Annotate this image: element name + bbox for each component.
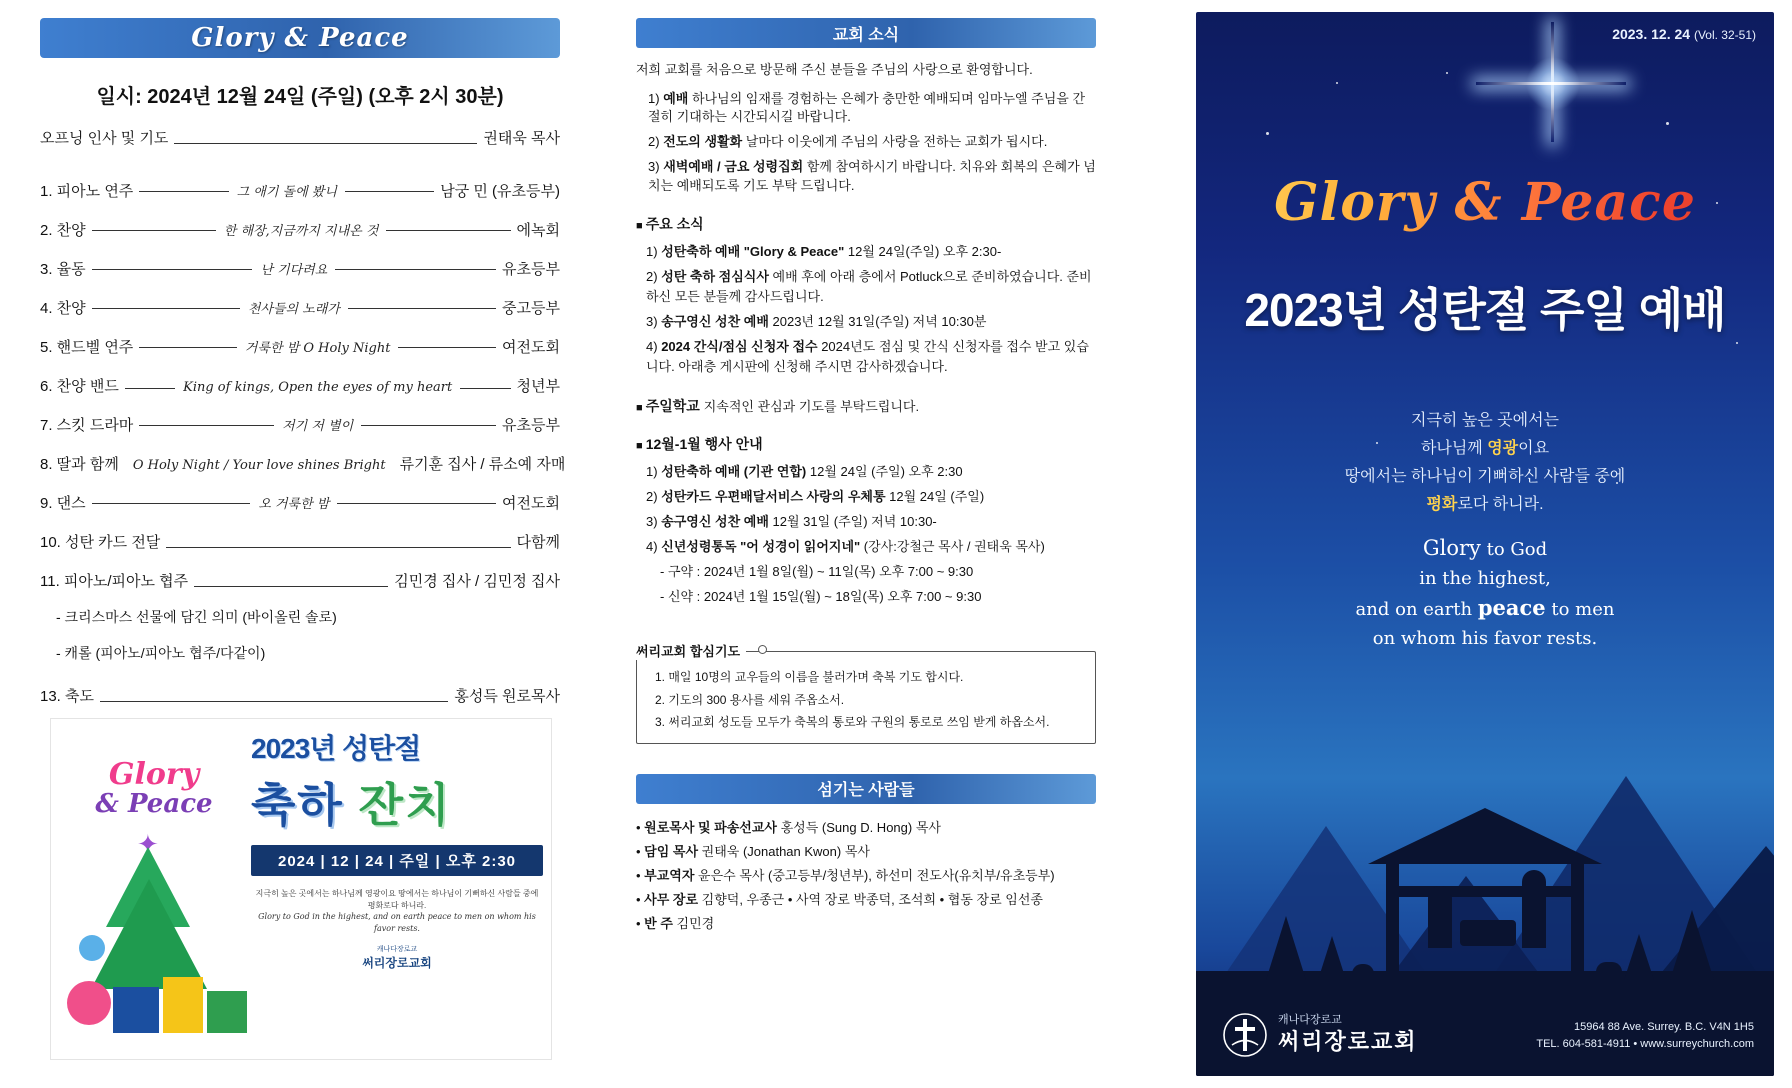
program-row-closing — [40, 685, 560, 706]
poster-date-text: 2023. 12. 24 — [1612, 26, 1691, 42]
bethlehem-star-icon — [1551, 82, 1553, 84]
program-right: 다함께 — [516, 534, 560, 551]
event-subitem: - 신약 : 2024년 1월 15일(월) ~ 18일(목) 오후 7:00 ~ 9:30 — [660, 589, 982, 605]
servant-value: 김민경 — [676, 916, 715, 932]
flyer-big-left: 축하 — [251, 779, 344, 831]
main-news-list — [646, 242, 1096, 378]
item-number: 1) — [648, 90, 660, 106]
welcome-list-item — [648, 133, 1096, 152]
ornament-square — [113, 987, 159, 1033]
servant-row — [636, 864, 1096, 888]
servant-row — [636, 816, 1096, 840]
events-header: ■ 12월-1월 행사 안내 — [636, 434, 1096, 454]
verse-line-3: 땅에서는 하나님이 기뻐하신 사람들 중에 — [1344, 468, 1626, 485]
item-number: 4) — [646, 538, 658, 554]
program-row — [40, 297, 560, 318]
en-line-3b: to men — [1545, 599, 1615, 621]
program-mid: 난 기다려요 — [252, 263, 335, 278]
program-row — [40, 570, 560, 591]
verse-line-2b: 이요 — [1518, 440, 1550, 457]
flyer-text-block — [251, 727, 543, 971]
servant-label: 담임 목사 — [644, 844, 699, 860]
item-bold: 2024 간식/점심 신청자 접수 — [661, 339, 818, 355]
star-dot — [1666, 122, 1669, 125]
program-left: 9. 댄스 — [40, 495, 86, 512]
ornament-rect2 — [207, 991, 247, 1033]
flyer-church-logo — [251, 944, 543, 971]
flyer-church-name: 써리장로교회 — [362, 956, 432, 971]
servant-label: 사무 장로 — [644, 892, 699, 908]
servant-value: 윤은수 목사 (중고등부/청년부), 하선미 전도사(유치부/유초등부) — [698, 868, 1055, 884]
flyer-verse-ko: 지극히 높은 곳에서는 하나님께 영광이요 땅에서는 하나님이 기뻐하신 사람들 중에 평화로다 하니라. — [255, 889, 539, 910]
flyer-glory-line2: & Peace — [95, 788, 213, 819]
item-text: 날마다 이웃에게 주님의 사랑을 전하는 교회가 됩시다. — [745, 134, 1048, 150]
servant-label: 부교역자 — [644, 868, 695, 884]
item-number: 2) — [646, 488, 658, 504]
item-number: 3) — [646, 513, 658, 529]
welcome-list-item — [648, 158, 1096, 196]
church-phone-web: TEL. 604-581-4911 • www.surreychurch.com — [1536, 1038, 1754, 1051]
church-logo — [1222, 1012, 1418, 1058]
program-right: 김민경 집사 / 김민정 집사 — [394, 573, 560, 590]
item-number: 4) — [646, 339, 658, 355]
stable-roof — [1368, 808, 1602, 864]
program-row — [40, 453, 566, 474]
ornament-circle — [67, 981, 111, 1025]
event-item — [646, 462, 1096, 482]
church-name-block — [1278, 1014, 1418, 1055]
prayer-box — [636, 651, 1096, 744]
pine-tree — [1624, 934, 1654, 980]
main-news-item — [646, 337, 1096, 377]
star-icon: ✦ — [137, 829, 159, 859]
event-item — [646, 537, 1096, 557]
item-text: 12월 24일 (주일) — [889, 488, 985, 504]
verse-line-4b: 로다 하니라. — [1457, 496, 1544, 513]
item-bold: 전도의 생활화 — [663, 134, 743, 150]
servants-list — [636, 816, 1096, 936]
ornament-rect — [163, 977, 203, 1033]
stable-post-left — [1386, 860, 1399, 978]
pine-tree — [1318, 936, 1346, 980]
welcome-list — [648, 90, 1096, 196]
program-row — [40, 492, 560, 513]
program-mid: 저기 저 별이 — [274, 419, 361, 434]
program-right: 유초등부 — [502, 261, 560, 278]
program-right: 홍성득 원로목사 — [454, 688, 560, 705]
prayer-item: 3. 써리교회 성도들 모두가 축복의 통로와 구원의 통로로 쓰임 받게 하옵소서. — [655, 714, 1050, 729]
mountain-silhouettes — [1196, 616, 1774, 1076]
servants-banner-label: 섬기는 사람들 — [817, 782, 915, 800]
program-right: 에녹회 — [516, 222, 560, 239]
flyer-artwork — [51, 719, 251, 969]
nativity-stable — [1382, 808, 1588, 976]
item-number: 1) — [646, 243, 658, 259]
program-right: 여전도회 — [502, 339, 560, 356]
item-text: 12월 24일(주일) 오후 2:30- — [847, 243, 1002, 259]
program-mid: O Holy Night / Your love shines Bright — [125, 458, 394, 473]
main-news-item — [646, 312, 1096, 332]
ornament-circle2 — [79, 935, 105, 961]
sunday-school-text: 지속적인 관심과 기도를 부탁드립니다. — [703, 398, 920, 414]
item-text: 예배 후에 아래 층에서 Potluck으로 준비하였습니다. 준비하신 모든 분들께 감사드립니다. — [646, 268, 1092, 304]
program-mid: 한 해장,지금까지 지내온 것 — [216, 224, 387, 239]
en-glory: Glory — [1422, 536, 1481, 560]
program-row — [40, 531, 560, 552]
sheep — [1596, 962, 1622, 980]
item-text: 하나님의 임재를 경험하는 은혜가 충만한 예배되며 임마누엘 주님을 간절히 기대하는 시간되시길 바랍니다. — [648, 90, 1086, 125]
en-peace: peace — [1477, 595, 1546, 621]
item-bold: 새벽예배 / 금요 성령집회 — [663, 159, 804, 175]
flyer-verse — [251, 888, 543, 934]
flyer-big-right: 잔치 — [358, 779, 452, 831]
program-left: 오프닝 인사 및 기도 — [40, 130, 169, 147]
program-right: 남궁 민 (유초등부) — [440, 183, 560, 200]
program-mid: 거룩한 밤 O Holy Night — [237, 341, 399, 356]
program-right: 류기훈 집사 / 류소예 자매 — [399, 456, 566, 473]
servant-value: 김향덕, 우종근 • 사역 장로 박종덕, 조석희 • 협동 장로 임선종 — [701, 892, 1043, 908]
church-address: 15964 88 Ave. Surrey. B.C. V4N 1H5 — [1574, 1020, 1754, 1033]
program-right: 여전도회 — [502, 495, 560, 512]
welcome-text: 저희 교회를 처음으로 방문해 주신 분들을 주님의 사랑으로 환영합니다. — [636, 62, 1033, 77]
flyer-glory-line1: Glory — [108, 757, 200, 792]
church-denomination: 캐나다장로교 — [1278, 1014, 1342, 1027]
manger — [1460, 920, 1516, 946]
program-right: 유초등부 — [502, 417, 560, 434]
program-row — [40, 375, 560, 396]
church-name: 써리장로교회 — [1278, 1029, 1418, 1055]
poster-volume: (Vol. 32-51) — [1693, 28, 1756, 42]
flyer-year-title: 2023년 성탄절 — [251, 733, 421, 764]
poster-glory-title: Glory & Peace — [1196, 172, 1774, 233]
cover-poster — [1196, 12, 1774, 1076]
item-bold: 송구영신 성찬 예배 — [661, 314, 769, 330]
item-text: 12월 24일 (주일) 오후 2:30 — [809, 463, 963, 479]
figure-mary — [1428, 886, 1452, 948]
program-left: 2. 찬양 — [40, 222, 86, 239]
prayer-item: 1. 매일 10명의 교우들의 이름을 불러가며 축복 기도 합시다. — [655, 670, 964, 685]
stable-post-right — [1571, 860, 1584, 978]
item-text: 함께 참여하시기 바랍니다. 치유와 회복의 은혜가 넘치는 예배되도록 기도 부탁 드립니다. — [648, 159, 1096, 193]
star-dot — [1446, 72, 1448, 74]
banner-title: Glory & Peace — [191, 23, 409, 53]
servant-value: 홍성득 (Sung D. Hong) 목사 — [780, 819, 941, 835]
figure-joseph — [1522, 870, 1546, 948]
program-row — [40, 414, 560, 435]
program-left: 4. 찬양 — [40, 300, 86, 317]
main-news-item — [646, 267, 1096, 307]
program-left: 3. 율동 — [40, 261, 86, 278]
verse-line-2a: 하나님께 — [1420, 440, 1488, 457]
item-text: 2023년 12월 31일(주일) 저녁 10:30분 — [772, 314, 987, 330]
event-item — [646, 487, 1096, 507]
servant-label: 반 주 — [644, 916, 673, 932]
item-number: 3) — [646, 314, 658, 330]
program-left: 6. 찬양 밴드 — [40, 378, 119, 395]
christmas-flyer — [50, 718, 552, 1060]
news-banner — [636, 18, 1096, 48]
en-line-1b: to God — [1480, 539, 1548, 560]
verse-highlight-glory: 영광 — [1487, 440, 1519, 457]
servant-row — [636, 888, 1096, 912]
program-row-opening — [40, 127, 560, 148]
item-bold: 송구영신 성찬 예배 — [661, 513, 769, 529]
news-column — [636, 18, 1096, 1068]
poster-date — [1612, 26, 1756, 42]
program-left: 8. 딸과 함께 — [40, 456, 119, 473]
program-right: 중고등부 — [502, 300, 560, 317]
poster-verse-ko — [1236, 407, 1734, 519]
sheep — [1352, 964, 1374, 980]
program-left: 5. 핸드벨 연주 — [40, 339, 134, 356]
program-left: 1. 피아노 연주 — [40, 183, 134, 200]
verse-line-1: 지극히 높은 곳에서는 — [1411, 412, 1559, 429]
item-number: 2) — [646, 268, 658, 284]
flyer-church-small: 캐나다장로교 — [376, 946, 418, 954]
item-number: 3) — [648, 159, 660, 175]
prayer-title: 써리교회 합심기도 — [636, 641, 746, 660]
event-subitem: - 구약 : 2024년 1월 8일(월) ~ 11일(목) 오후 7:00 ~ 9:30 — [660, 564, 974, 580]
verse-highlight-peace: 평화 — [1426, 496, 1458, 513]
flyer-glory-text — [69, 759, 239, 818]
pine-tree — [1670, 910, 1714, 980]
program-subitem: - 캐롤 (피아노/피아노 협주/다같이) — [56, 645, 266, 661]
item-bold: 성탄축하 예배 "Glory & Peace" — [661, 243, 845, 259]
cross-icon — [1222, 1012, 1268, 1058]
news-banner-label: 교회 소식 — [832, 26, 900, 44]
item-text: (강사:강철근 목사 / 권태욱 목사) — [863, 538, 1045, 554]
en-line-4: on whom his favor rests. — [1372, 627, 1598, 649]
service-datetime: 일시: 2024년 12월 24일 (주일) (오후 2시 30분) — [96, 86, 504, 108]
program-left: 11. 피아노/피아노 협주 — [40, 573, 189, 590]
servant-label: 원로목사 및 파송선교사 — [644, 819, 777, 835]
item-text: 12월 31일 (주일) 저녁 10:30- — [772, 513, 937, 529]
tree-shape — [91, 879, 207, 989]
event-item — [646, 512, 1096, 532]
sunday-school-label: 주일학교 — [645, 397, 700, 414]
program-mid: King of kings, Open the eyes of my heart — [175, 380, 460, 395]
program-row — [40, 336, 560, 357]
program-row — [40, 219, 560, 240]
star-dot — [1266, 132, 1269, 135]
program-left: 10. 성탄 카드 전달 — [40, 534, 161, 551]
star-dot — [1336, 82, 1338, 84]
program-left: 13. 축도 — [40, 688, 94, 705]
servant-row — [636, 840, 1096, 864]
program-row — [40, 258, 560, 279]
stable-beam — [1390, 886, 1580, 897]
star-dot — [1736, 342, 1738, 344]
item-bold: 예배 — [663, 90, 689, 106]
program-left: 7. 스킷 드라마 — [40, 417, 134, 434]
flyer-big-title — [251, 769, 543, 835]
church-contact — [1536, 1019, 1754, 1054]
servant-row — [636, 912, 1096, 936]
item-bold: 성탄축하 예배 (기관 연합) — [661, 463, 807, 479]
program-right: 청년부 — [516, 378, 560, 395]
item-number: 2) — [648, 134, 660, 150]
item-text: 2024년도 점심 및 간식 신청자를 접수 받고 있습니다. 아래층 게시판에 신청해 주시면 감사하겠습니다. — [646, 339, 1089, 375]
item-bold: 성탄 축하 점심식사 — [661, 268, 769, 284]
program-right: 권태욱 목사 — [483, 130, 560, 147]
item-bold: 신년성령통독 "어 성경이 읽어지네" — [661, 538, 861, 554]
sunday-school-header — [636, 396, 1096, 416]
en-line-2: in the highest, — [1419, 567, 1551, 589]
program-mid: 오 거룩한 밤 — [250, 497, 337, 512]
glory-peace-banner — [40, 18, 560, 58]
main-news-item — [646, 242, 1096, 262]
item-bold: 성탄카드 우편배달서비스 사랑의 우체통 — [661, 488, 886, 504]
prayer-item: 2. 기도의 300 용사를 세워 주옵소서. — [655, 692, 845, 707]
servant-value: 권태욱 (Jonathan Kwon) 목사 — [701, 844, 870, 860]
flyer-date-strip: 2024 | 12 | 24 | 주일 | 오후 2:30 — [251, 845, 543, 876]
poster-main-title: 2023년 성탄절 주일 예배 — [1244, 284, 1726, 336]
events-list — [646, 462, 1096, 608]
program-subitem: - 크리스마스 선물에 담긴 의미 (바이올린 솔로) — [56, 609, 337, 625]
welcome-list-item — [648, 90, 1096, 128]
item-number: 1) — [646, 463, 658, 479]
program-mid: 천사들의 노래가 — [240, 302, 348, 317]
pine-tree — [1266, 916, 1306, 980]
program-mid: 그 애기 돌에 봤니 — [229, 185, 345, 200]
flyer-verse-en: Glory to God in the highest, and on earth peace to men on whom his favor rests. — [258, 912, 536, 933]
main-news-header: ■ 주요 소식 — [636, 214, 1096, 234]
prayer-section — [636, 641, 1096, 744]
servants-banner — [636, 774, 1096, 804]
program-column — [40, 18, 566, 1068]
program-row — [40, 180, 560, 201]
en-line-3a: and on earth — [1355, 599, 1478, 621]
